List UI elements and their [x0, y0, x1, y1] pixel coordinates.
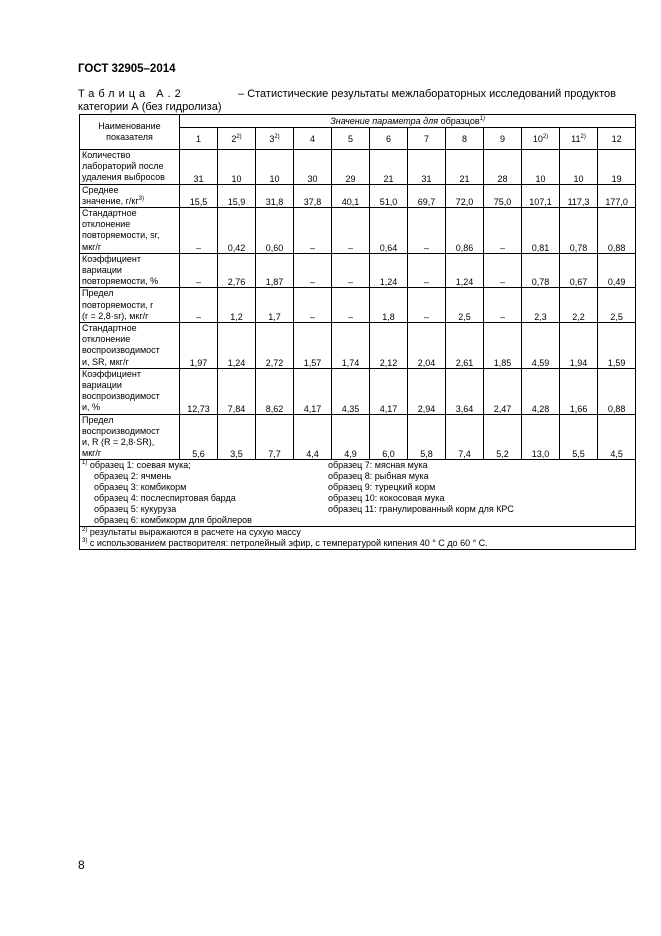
column-header-4: [294, 128, 332, 150]
table-cell: 30: [294, 150, 332, 185]
table-cell: 10: [218, 150, 256, 185]
table-cell: 21: [370, 150, 408, 185]
table-cell: 31: [408, 150, 446, 185]
column-label: 6: [385, 133, 391, 144]
table-row: [80, 414, 636, 460]
row-label: [80, 288, 180, 323]
row-label-line: [82, 276, 177, 287]
table-cell: 1,74: [332, 323, 370, 369]
row-label-text: Среднее: [82, 184, 119, 195]
column-footnote-marker: 2): [542, 133, 549, 140]
table-cell: 37,8: [294, 184, 332, 207]
sample-text: образец 1: соевая мука;: [89, 460, 191, 471]
row-label-text: вариации: [82, 380, 122, 391]
footnote-3-text: с использованием растворителя: петролейный эфир, с температурой кипения 40 ° С до 60 ° С.: [89, 538, 488, 549]
sample-item: [82, 482, 328, 493]
column-label: 3: [269, 133, 275, 144]
table-cell: 4,28: [522, 368, 560, 414]
table-cell: 2,76: [218, 253, 256, 288]
row-label-text: вариации: [82, 265, 122, 276]
row-label-line: [82, 345, 177, 356]
table-cell: 0,88: [598, 368, 636, 414]
caption-text-line2: категории А (без гидролиза): [78, 101, 222, 113]
footnote-samples: [80, 460, 636, 527]
row-label: [80, 414, 180, 460]
row-label-line: [82, 334, 177, 345]
row-label-text: значение, г/кг: [82, 195, 139, 206]
table-row: [80, 208, 636, 254]
table-cell: –: [408, 253, 446, 288]
row-label-line: [82, 391, 177, 402]
column-label: 9: [499, 133, 505, 144]
sample-item: [82, 515, 328, 526]
statistics-table: [79, 114, 636, 550]
table-cell: 1,59: [598, 323, 636, 369]
table-cell: 28: [484, 150, 522, 185]
table-cell: 5,6: [180, 414, 218, 460]
row-label-line: [82, 380, 177, 391]
table-caption: [78, 88, 616, 114]
table-cell: 2,94: [408, 368, 446, 414]
table-cell: 0,64: [370, 208, 408, 254]
caption-text-line1: – Статистические результаты межлабораторных исследований продуктов: [238, 88, 616, 100]
column-header-7: [408, 128, 446, 150]
table-cell: 2,72: [256, 323, 294, 369]
table-cell: 31: [180, 150, 218, 185]
name-column-header: Наименование показателя: [80, 115, 180, 150]
row-label-line: [82, 448, 177, 459]
row-label-text: мкг/г: [82, 448, 102, 459]
sample-item: [82, 460, 328, 471]
row-label-text: мкг/г: [82, 241, 102, 252]
row-label: [80, 253, 180, 288]
table-cell: 1,87: [256, 253, 294, 288]
row-label-text: лабораторий после: [82, 161, 164, 172]
sample-text: образец 6: комбикорм для бройлеров: [94, 515, 252, 526]
column-label: 12: [611, 133, 622, 144]
table-cell: 72,0: [446, 184, 484, 207]
footnote-2: [80, 527, 636, 550]
table-cell: –: [180, 208, 218, 254]
table-row: [80, 323, 636, 369]
table-cell: –: [332, 253, 370, 288]
table-cell: –: [294, 253, 332, 288]
table-cell: –: [484, 288, 522, 323]
row-label-line: [82, 415, 177, 426]
row-label-text: воспроизводимост: [82, 391, 160, 402]
table-cell: 19: [598, 150, 636, 185]
table-row: [80, 150, 636, 185]
sample-text: образец 2: ячмень: [94, 471, 172, 482]
column-header-5: [332, 128, 370, 150]
table-cell: 0,78: [522, 253, 560, 288]
table-cell: 2,5: [446, 288, 484, 323]
column-header-8: [446, 128, 484, 150]
table-cell: 10: [256, 150, 294, 185]
row-label: [80, 368, 180, 414]
sample-text: образец 4: послеспиртовая барда: [94, 493, 236, 504]
sample-item: образец 8: рыбная мука: [328, 471, 429, 482]
row-label: [80, 150, 180, 185]
table-cell: 15,9: [218, 184, 256, 207]
row-label-text: (r = 2,8·sr), мкг/г: [82, 310, 149, 321]
column-header-11: [560, 128, 598, 150]
row-label-line: [82, 402, 177, 413]
column-label: 1: [195, 133, 201, 144]
caption-label: Таблица А.2: [78, 88, 185, 100]
row-label-line: [82, 357, 177, 368]
row-label-line: [82, 230, 177, 241]
sample-item: образец 9: турецкий корм: [328, 482, 436, 493]
table-cell: 1,66: [560, 368, 598, 414]
row-label-text: повторяемости, r: [82, 299, 154, 310]
sample-item: образец 7: мясная мука: [328, 460, 428, 471]
table-cell: 0,67: [560, 253, 598, 288]
samples-list-right: [328, 460, 633, 526]
table-cell: 107,1: [522, 184, 560, 207]
table-cell: 5,5: [560, 414, 598, 460]
table-cell: –: [294, 288, 332, 323]
sample-item: [82, 493, 328, 504]
table-cell: 0,49: [598, 253, 636, 288]
row-label-line: [82, 242, 177, 253]
table-cell: 1,24: [446, 253, 484, 288]
row-label-text: Предел: [82, 414, 114, 425]
table-cell: 29: [332, 150, 370, 185]
column-header-12: [598, 128, 636, 150]
row-label-text: повторяемости, %: [82, 276, 159, 287]
table-cell: 4,5: [598, 414, 636, 460]
column-label: 5: [347, 133, 353, 144]
row-label-text: и, %: [82, 402, 101, 413]
table-cell: 1,97: [180, 323, 218, 369]
table-row: [80, 368, 636, 414]
footnote-2-text: результаты выражаются в расчете на сухую массу: [89, 527, 301, 538]
row-label-text: и, SR, мкг/г: [82, 356, 129, 367]
sample-text: образец 5: кукуруза: [94, 504, 177, 515]
table-cell: –: [294, 208, 332, 254]
row-label-text: Предел: [82, 288, 114, 299]
table-cell: 2,61: [446, 323, 484, 369]
footnote-3-marker: 3): [82, 538, 88, 545]
column-header-1: [180, 128, 218, 150]
table-cell: 51,0: [370, 184, 408, 207]
row-label-footnote-marker: 3): [138, 195, 144, 202]
page-number: 8: [78, 858, 85, 872]
table-cell: 4,4: [294, 414, 332, 460]
row-label-text: отклонение: [82, 219, 131, 230]
column-header-9: [484, 128, 522, 150]
column-header-2: [218, 128, 256, 150]
table-row: [80, 184, 636, 207]
table-cell: 4,59: [522, 323, 560, 369]
sample-text: образец 3: комбикорм: [94, 482, 187, 493]
table-cell: 21: [446, 150, 484, 185]
footnote-2-marker: 2): [82, 527, 88, 534]
table-cell: 3,5: [218, 414, 256, 460]
row-label-line: [82, 219, 177, 230]
table-cell: 69,7: [408, 184, 446, 207]
table-cell: –: [332, 288, 370, 323]
table-cell: 1,8: [370, 288, 408, 323]
row-label-line: [82, 208, 177, 219]
table-cell: 8,62: [256, 368, 294, 414]
row-label: [80, 323, 180, 369]
row-label-line: [82, 311, 177, 322]
sample-item: [82, 504, 328, 515]
row-label-text: отклонение: [82, 334, 131, 345]
row-label-text: и, R (R = 2,8·SR),: [82, 437, 155, 448]
table-cell: 2,04: [408, 323, 446, 369]
row-label-line: [82, 161, 177, 172]
column-label: 10: [532, 133, 543, 144]
table-cell: 1,2: [218, 288, 256, 323]
table-cell: 0,42: [218, 208, 256, 254]
header-row-span: [80, 115, 636, 128]
row-label-line: [82, 300, 177, 311]
column-label: 11: [571, 133, 581, 144]
column-footnote-marker: 2): [274, 133, 280, 140]
table-cell: 0,88: [598, 208, 636, 254]
row-label-line: [82, 265, 177, 276]
table-row: [80, 253, 636, 288]
table-cell: –: [180, 253, 218, 288]
table-cell: 5,2: [484, 414, 522, 460]
table-cell: 3,64: [446, 368, 484, 414]
row-label-line: [82, 172, 177, 183]
row-label-text: Коэффициент: [82, 253, 141, 264]
table-cell: 75,0: [484, 184, 522, 207]
column-header-3: [256, 128, 294, 150]
table-cell: 2,3: [522, 288, 560, 323]
notes-row: [80, 460, 636, 527]
table-cell: 4,35: [332, 368, 370, 414]
table-cell: 5,8: [408, 414, 446, 460]
table-cell: –: [180, 288, 218, 323]
sample-item: образец 10: кокосовая мука: [328, 493, 445, 504]
table-cell: –: [332, 208, 370, 254]
value-span-header: [180, 115, 636, 128]
row-label-line: [82, 426, 177, 437]
row-label-text: удаления выбросов: [82, 172, 165, 183]
table-cell: 15,5: [180, 184, 218, 207]
table-cell: 4,17: [294, 368, 332, 414]
row-label-line: [82, 323, 177, 334]
span-header-text: Значение параметра для: [330, 116, 439, 126]
table-cell: 31,8: [256, 184, 294, 207]
table-cell: 4,17: [370, 368, 408, 414]
row-label-line: [82, 196, 177, 207]
note2-row: [80, 527, 636, 550]
column-header-10: [522, 128, 560, 150]
row-label-line: [82, 254, 177, 265]
table-cell: 13,0: [522, 414, 560, 460]
table-cell: 2,12: [370, 323, 408, 369]
row-label-line: [82, 185, 177, 196]
document-code: ГОСТ 32905–2014: [78, 63, 176, 75]
table-cell: 1,24: [370, 253, 408, 288]
column-label: 2: [231, 133, 237, 144]
row-label-text: Количество: [82, 150, 131, 160]
span-header-footnote: 1): [479, 116, 485, 122]
row-label-text: Стандартное: [82, 208, 137, 219]
table-cell: 1,57: [294, 323, 332, 369]
table-cell: 12,73: [180, 368, 218, 414]
column-header-6: [370, 128, 408, 150]
table-cell: –: [408, 288, 446, 323]
table-cell: 1,7: [256, 288, 294, 323]
table-cell: 10: [560, 150, 598, 185]
table-cell: 177,0: [598, 184, 636, 207]
table-cell: 10: [522, 150, 560, 185]
row-label-line: [82, 437, 177, 448]
table-cell: 0,81: [522, 208, 560, 254]
row-label: [80, 208, 180, 254]
table-cell: 0,60: [256, 208, 294, 254]
table-cell: –: [408, 208, 446, 254]
column-footnote-marker: 2): [236, 133, 242, 140]
table-cell: 0,78: [560, 208, 598, 254]
table-cell: –: [484, 208, 522, 254]
table-cell: 1,94: [560, 323, 598, 369]
column-label: 4: [309, 133, 315, 144]
row-label: [80, 184, 180, 207]
table-cell: 2,47: [484, 368, 522, 414]
column-label: 8: [461, 133, 467, 144]
column-label: 7: [423, 133, 429, 144]
row-label-text: Коэффициент: [82, 368, 141, 379]
row-label-line: [82, 288, 177, 299]
column-footnote-marker: 2): [580, 133, 586, 140]
table-cell: 4,9: [332, 414, 370, 460]
table-cell: 117,3: [560, 184, 598, 207]
table-cell: 7,84: [218, 368, 256, 414]
table-cell: 6,0: [370, 414, 408, 460]
samples-list-left: [82, 460, 328, 526]
row-label-line: [82, 369, 177, 380]
row-label-text: Стандартное: [82, 323, 137, 334]
table-cell: 0,86: [446, 208, 484, 254]
row-label-line: [82, 150, 177, 161]
table-row: [80, 288, 636, 323]
table-cell: 7,4: [446, 414, 484, 460]
table-cell: 1,85: [484, 323, 522, 369]
table-cell: 2,2: [560, 288, 598, 323]
sample-item: [82, 471, 328, 482]
table-cell: 2,5: [598, 288, 636, 323]
row-label-text: воспроизводимост: [82, 425, 160, 436]
table-cell: 7,7: [256, 414, 294, 460]
span-header-tail: образцов: [440, 116, 480, 126]
sample-item: образец 11: гранулированный корм для КРС: [328, 504, 514, 515]
footnote-1-marker: 1): [82, 460, 88, 467]
table-cell: 40,1: [332, 184, 370, 207]
row-label-text: воспроизводимост: [82, 345, 160, 356]
row-label-text: повторяемости, sr,: [82, 230, 160, 241]
table-cell: –: [484, 253, 522, 288]
table-cell: 1,24: [218, 323, 256, 369]
